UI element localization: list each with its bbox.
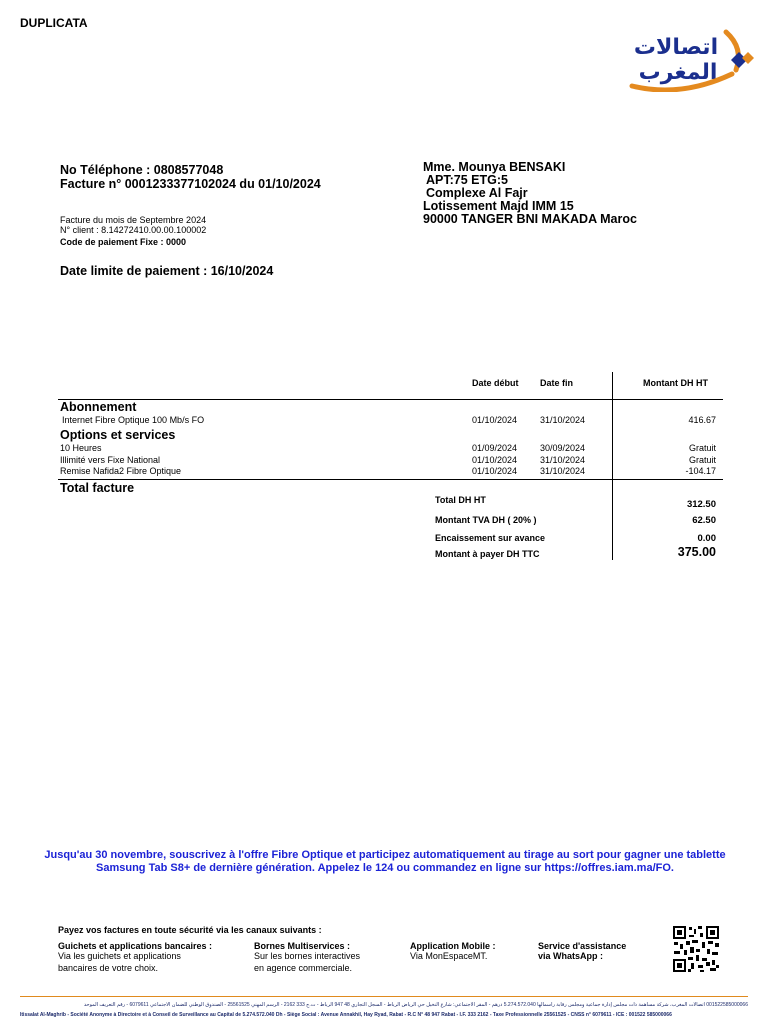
total-ht-value: 312.50 [686, 499, 716, 510]
column-header-amount: Montant DH HT [643, 378, 708, 388]
channel-text: Via les guichets et applications [58, 951, 181, 961]
line-item-amount: 416.67 [688, 415, 716, 425]
channel-text: Via MonEspaceMT. [410, 951, 488, 961]
line-item-amount: Gratuit [688, 443, 716, 453]
channel-text: via WhatsApp : [538, 951, 604, 961]
address-line-1: APT:75 ETG:5 [426, 173, 508, 187]
address-line-2: Complexe Al Fajr [426, 186, 528, 200]
client-number: N° client : 8.14272410.00.00.100002 [60, 225, 207, 235]
payment-deadline: Date limite de paiement : 16/10/2024 [60, 264, 274, 278]
line-item-end: 31/10/2024 [540, 455, 586, 465]
footer-legal-french: Itissalat Al-Maghrib - Société Anonyme à Directoire et à Conseil de Surveillance au Capital de 5.274.572.040 Dh - Siège Social : Avenue Annakhil, Hay Ryad, Rabat - R.C N° 48 947 Rabat - I.F. 333 2162 - Taxe Professionnelle 25561525 - CNSS n° 6079611 - ICE : 001522 585000066 [20, 1012, 672, 1018]
line-item-end: 31/10/2024 [540, 466, 586, 476]
address-line-3: Lotissement Majd IMM 15 [423, 199, 574, 213]
channel-heading: Service d'assistance [538, 941, 627, 951]
channel-text: bancaires de votre choix. [58, 962, 159, 973]
line-item-label: Illimité vers Fixe National [60, 455, 161, 465]
phone-number: No Téléphone : 0808577048 [60, 163, 224, 177]
promo-text: Jusqu'au 30 novembre, souscrivez à l'offre Fibre Optique et participez automatiquement au tirage au sort pour gagner une tablette Samsung Tab S8+ de dernière génération. Appelez le 124 ou commandez en ligne sur https://offres.iam.ma/FO. [44, 849, 726, 874]
table-header-rule [58, 399, 723, 400]
channel-mobile-app [410, 941, 496, 963]
total-ttc-value: 375.00 [677, 545, 716, 559]
section-total: Total facture [60, 481, 135, 495]
footer-legal-arabic: 001522585000066 اتصالات المغرب، شركة مساهمة ذات مجلس إدارة جماعية ومجلس رقابة رأسمالها 5.274.572.040 درهم - المقر الاجتماعي: شارع النخيل حي الرياض الرباط - السجل التجاري 48 947 الرباط - ت.ج 333 2162 - الرسم المهني 25561525 - الصندوق الوطني للضمان الاجتماعي 6079611 - رقم التعريف الموحد [83, 1002, 748, 1008]
line-item-label: Internet Fibre Optique 100 Mb/s FO [62, 415, 205, 425]
line-item-start: 01/10/2024 [472, 466, 518, 476]
recipient-name: Mme. Mounya BENSAKI [423, 160, 566, 174]
channel-whatsapp [538, 941, 626, 961]
footer-rule [20, 996, 748, 997]
channel-banks [58, 941, 212, 974]
duplicata-label: DUPLICATA [20, 16, 88, 30]
svg-text:المغرب: المغرب [638, 60, 718, 85]
channel-text: Sur les bornes interactives [254, 951, 361, 961]
whatsapp-qr-code [672, 925, 720, 973]
line-item-label: 10 Heures [60, 443, 102, 453]
invoice-number: Facture n° 0001233377102024 du 01/10/2024 [60, 177, 321, 191]
channel-heading: Application Mobile : [410, 941, 496, 951]
tva-label: Montant TVA DH ( 20% ) [435, 515, 537, 525]
column-divider [612, 372, 613, 560]
channel-heading: Bornes Multiservices : [254, 941, 351, 951]
channels-title: Payez vos factures en toute sécurité via les canaux suivants : [58, 925, 322, 935]
line-item-end: 31/10/2024 [540, 415, 586, 425]
channel-text: en agence commerciale. [254, 962, 353, 973]
maroc-telecom-logo [626, 26, 756, 92]
line-item-start: 01/10/2024 [472, 415, 518, 425]
line-item-amount: -104.17 [685, 466, 716, 476]
total-ttc-label: Montant à payer DH TTC [435, 549, 540, 559]
advance-value: 0.00 [697, 533, 716, 544]
line-item-start: 01/09/2024 [472, 443, 518, 453]
tva-value: 62.50 [692, 515, 716, 526]
section-options: Options et services [60, 428, 176, 442]
column-header-start: Date début [472, 378, 519, 388]
address-line-4: 90000 TANGER BNI MAKADA Maroc [423, 212, 637, 226]
advance-label: Encaissement sur avance [435, 533, 546, 543]
line-item-end: 30/09/2024 [540, 443, 586, 453]
column-header-end: Date fin [540, 378, 574, 388]
section-abonnement: Abonnement [60, 400, 137, 414]
table-total-rule [58, 479, 723, 480]
invoice-month: Facture du mois de Septembre 2024 [60, 215, 207, 225]
payment-code: Code de paiement Fixe : 0000 [60, 237, 187, 247]
svg-text:اتصالات: اتصالات [633, 35, 719, 60]
line-item-amount: Gratuit [688, 455, 716, 465]
channel-heading: Guichets et applications bancaires : [58, 941, 213, 951]
line-item-label: Remise Nafida2 Fibre Optique [60, 466, 182, 476]
channel-kiosks [254, 941, 360, 974]
line-item-start: 01/10/2024 [472, 455, 518, 465]
total-ht-label: Total DH HT [435, 495, 486, 505]
recipient-address [423, 161, 637, 226]
